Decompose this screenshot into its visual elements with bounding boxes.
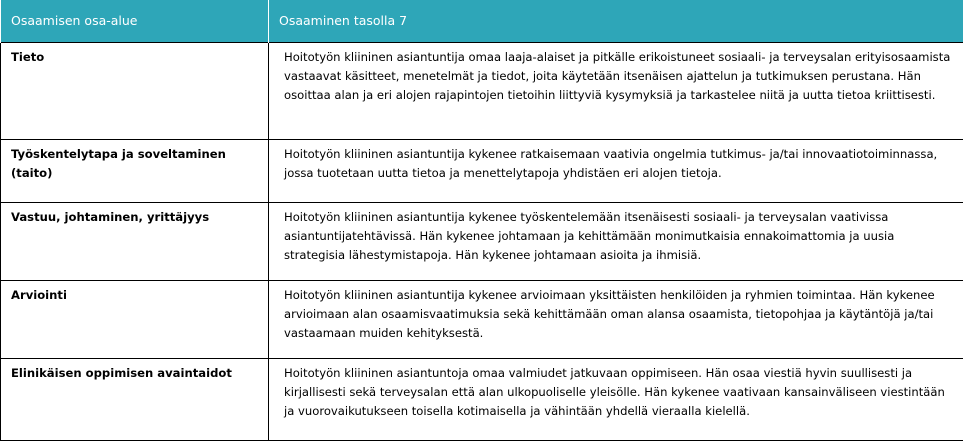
table-row — [1, 202, 963, 280]
area-cell: Arviointi — [1, 280, 269, 358]
description-cell: Hoitotyön kliininen asiantuntija kykenee ratkaisemaan vaativia ongelmia tutkimus- ja/tai innovaatiotoiminnassa, jossa tuotetaan uutta tietoa ja menettelytapoja yhdistäen eri alojen tietoja. — [269, 139, 963, 202]
description-cell: Hoitotyön kliininen asiantuntija omaa laaja-alaiset ja pitkälle erikoistuneet sosiaali- ja terveysalan erityisosaamista vastaavat käsitteet, menetelmät ja tiedot, joita käytetään itsenäisen ajattelun ja tutkimuksen perustana. Hän osoittaa alan ja eri alojen rajapintojen tietoihin liittyviä kysymyksiä ja tarkastelee niitä ja uutta tietoa kriittisesti. — [269, 42, 963, 139]
description-cell: Hoitotyön kliininen asiantuntija kykenee työskentelemään itsenäisesti sosiaali- ja terveysalan vaativissa asiantuntijatehtävissä. Hän kykenee johtamaan ja kehittämään monimutkaisia ennakoimattomia ja uusia strategisia lähestymistapoja. Hän kykenee johtamaan asioita ja ihmisiä. — [269, 202, 963, 280]
table-row — [1, 42, 963, 139]
column-header-area: Osaamisen osa-alue — [1, 0, 269, 42]
table-row — [1, 358, 963, 440]
area-cell: Elinikäisen oppimisen avaintaidot — [1, 358, 269, 440]
table-header-row — [1, 0, 963, 42]
area-cell: Tieto — [1, 42, 269, 139]
table-row — [1, 139, 963, 202]
description-cell: Hoitotyön kliininen asiantuntija kykenee arvioimaan yksittäisten henkilöiden ja ryhmien toimintaa. Hän kykenee arvioimaan alan osaamisvaatimuksia sekä kehittämään oman alansa osaamista, tietopohjaa ja käytäntöjä ja/tai vastaamaan muiden kehityksestä. — [269, 280, 963, 358]
table-row — [1, 280, 963, 358]
column-header-level: Osaaminen tasolla 7 — [269, 0, 963, 42]
area-cell: Työskentelytapa ja soveltaminen (taito) — [1, 139, 269, 202]
description-cell: Hoitotyön kliininen asiantuntoja omaa valmiudet jatkuvaan oppimiseen. Hän osaa viestiä hyvin suullisesti ja kirjallisesti sekä terveysalan että alan ulkopuoliselle yleisölle. Hän kykenee vaativaan kansainväliseen viestintään ja vuorovaikutukseen toisella kotimaisella ja vähintään yhdellä vieraalla kielellä. — [269, 358, 963, 440]
area-cell: Vastuu, johtaminen, yrittäjyys — [1, 202, 269, 280]
